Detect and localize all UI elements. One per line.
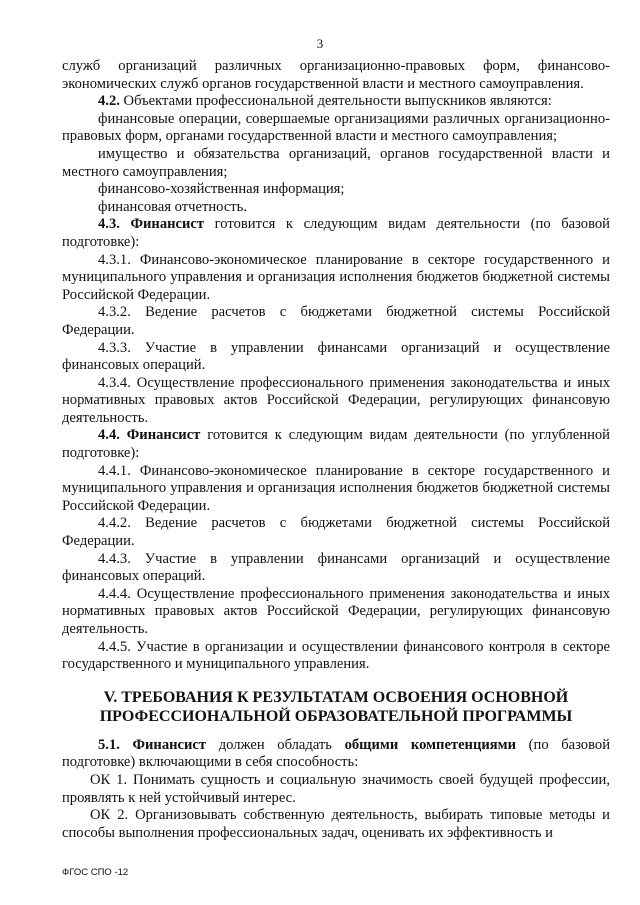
list-item: 4.4.1. Финансово-экономическое планирование в секторе государственного и муниципального управления и организация исполнения бюджетов бюджетной системы Российской Федерации.: [62, 462, 610, 514]
list-item: 4.4.4. Осуществление профессионального применения законодательства и иных нормативных правовых актов Российской Федерации, регулирующих финансовую деятельность.: [62, 585, 610, 637]
section-heading-line: V. ТРЕБОВАНИЯ К РЕЗУЛЬТАТАМ ОСВОЕНИЯ ОСНОВНОЙ: [103, 688, 569, 706]
paragraph-4-4: 4.4. Финансист готовится к следующим видам деятельности (по углубленной подготовке):: [62, 427, 610, 462]
section-heading-line: ПРОФЕССИОНАЛЬНОЙ ОБРАЗОВАТЕЛЬНОЙ ПРОГРАММЫ: [99, 708, 573, 726]
competency-item: ОК 1. Понимать сущность и социальную значимость своей будущей профессии, проявлять к ней устойчивый интерес.: [62, 771, 610, 806]
list-item: 4.3.1. Финансово-экономическое планирование в секторе государственного и муниципального управления и организация исполнения бюджетов бюджетной системы Российской Федерации.: [62, 251, 610, 303]
paragraph: служб организаций различных организационно-правовых форм, финансово-экономических служб органов государственной власти и местного самоуправления.: [62, 58, 610, 92]
list-item: 4.3.2. Ведение расчетов с бюджетами бюджетной системы Российской Федерации.: [62, 304, 610, 338]
document-body: [62, 58, 610, 842]
list-item: 4.4.3. Участие в управлении финансами организаций и осуществление финансовых операций.: [62, 550, 610, 585]
section-heading: [62, 688, 610, 727]
list-item: 4.3.3. Участие в управлении финансами организаций и осуществление финансовых операций.: [62, 339, 610, 374]
paragraph-4-2: 4.2. Объектами профессиональной деятельности выпускников являются:: [98, 93, 552, 110]
competency-item: ОК 2. Организовывать собственную деятельность, выбирать типовые методы и способы выполнения профессиональных задач, оценивать их эффективность и: [62, 807, 610, 841]
list-item: 4.3.4. Осуществление профессионального применения законодательства и иных нормативных правовых актов Российской Федерации, регулирующих финансовую деятельность.: [62, 374, 610, 426]
paragraph-4-3: 4.3. Финансист готовится к следующим видам деятельности (по базовой подготовке):: [62, 216, 610, 250]
list-item: финансовые операции, совершаемые организациями различных организационно-правовых форм, органами государственной власти и местного самоуправления;: [62, 110, 610, 145]
list-item: финансовая отчетность.: [98, 198, 247, 215]
list-item: финансово-хозяйственная информация;: [98, 181, 345, 198]
footer-label: ФГОС СПО -12: [62, 867, 129, 878]
paragraph-5-1: 5.1. Финансист должен обладать общими компетенциями (по базовой подготовке) включающими в себя способность:: [62, 736, 610, 771]
page-number: 3: [316, 36, 324, 51]
list-item: 4.4.2. Ведение расчетов с бюджетами бюджетной системы Российской Федерации.: [62, 515, 610, 550]
list-item: имущество и обязательства организаций, органов государственной власти и местного самоуправления;: [62, 145, 610, 180]
list-item: 4.4.5. Участие в организации и осуществлении финансового контроля в секторе государственного и муниципального управления.: [62, 638, 610, 673]
